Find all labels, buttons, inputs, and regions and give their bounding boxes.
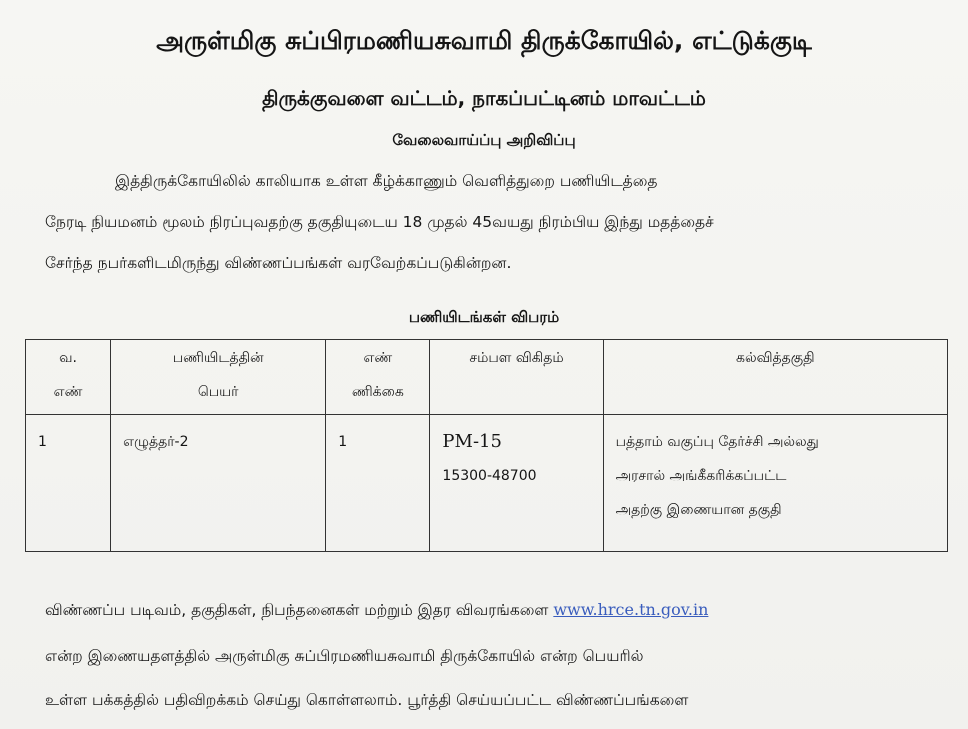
footer-line-2: என்ற இணையதளத்தில் அருள்மிகு சுப்பிரமணியசுவாமி திருக்கோயில் என்ற பெயரில் (45, 647, 644, 665)
footer-line-1-text: விண்ணப்ப படிவம், தகுதிகள், நிபந்தனைகள் மற்றும் இதர விவரங்களை (45, 601, 554, 619)
header-serial-no-line1: வ. (59, 350, 77, 366)
website-link[interactable]: www.hrce.tn.gov.in (553, 600, 709, 619)
header-post-name-line2: பெயர் (197, 384, 239, 400)
pay-range: 15300-48700 (442, 468, 537, 484)
footer-line-3: உள்ள பக்கத்தில் பதிவிறக்கம் செய்து கொள்ளலாம். பூர்த்தி செய்யப்பட்ட விண்ணப்பங்களை (45, 691, 689, 709)
cell-qualification (603, 415, 947, 552)
header-count-line2: ணிக்கை (351, 384, 404, 400)
table-caption: பணியிடங்கள் விபரம் (408, 308, 560, 326)
intro-line-2: நேரடி நியமனம் மூலம் நிரப்புவதற்கு தகுதியுடைய 18 முதல் 45வயது நிரம்பிய இந்து மதத்தைச் (45, 213, 714, 231)
qualification-line-2: அரசால் அங்கீகரிக்கப்பட்ட (615, 468, 787, 484)
header-qualification-text: கல்வித்தகுதி (736, 350, 815, 366)
header-pay-scale-text: சம்பள விகிதம் (469, 350, 564, 366)
footer-line-1 (45, 600, 950, 621)
intro-line-1: இத்திருக்கோயிலில் காலியாக உள்ள கீழ்க்காணும் வெளித்துறை பணியிடத்தை (115, 172, 658, 190)
vacancy-table (25, 339, 948, 552)
cell-count: 1 (326, 415, 430, 552)
pay-level: PM-15 (442, 431, 502, 452)
cell-post-name: எழுத்தர்-2 (111, 415, 326, 552)
header-serial-no-line2: எண் (53, 384, 83, 400)
header-qualification (603, 340, 947, 415)
table-header-row (26, 340, 948, 415)
header-count (326, 340, 430, 415)
temple-title: அருள்மிகு சுப்பிரமணியசுவாமி திருக்கோயில், எட்டுக்குடி (156, 26, 812, 55)
header-post-name (111, 340, 326, 415)
header-post-name-line1: பணியிடத்தின் (172, 350, 264, 366)
header-serial-no (26, 340, 111, 415)
cell-serial-no: 1 (26, 415, 111, 552)
table-row (26, 415, 948, 552)
cell-pay-scale (430, 415, 603, 552)
header-count-line1: எண் (363, 350, 393, 366)
district-subtitle: திருக்குவளை வட்டம், நாகப்பட்டினம் மாவட்டம் (262, 86, 706, 110)
qualification-line-1: பத்தாம் வகுப்பு தேர்ச்சி அல்லது (615, 434, 819, 450)
header-pay-scale (430, 340, 603, 415)
intro-line-3: சேர்ந்த நபர்களிடமிருந்து விண்ணப்பங்கள் வரவேற்கப்படுகின்றன. (45, 254, 512, 272)
qualification-line-3: அதற்கு இணையான தகுதி (615, 502, 782, 518)
notice-heading: வேலைவாய்ப்பு அறிவிப்பு (392, 131, 576, 149)
